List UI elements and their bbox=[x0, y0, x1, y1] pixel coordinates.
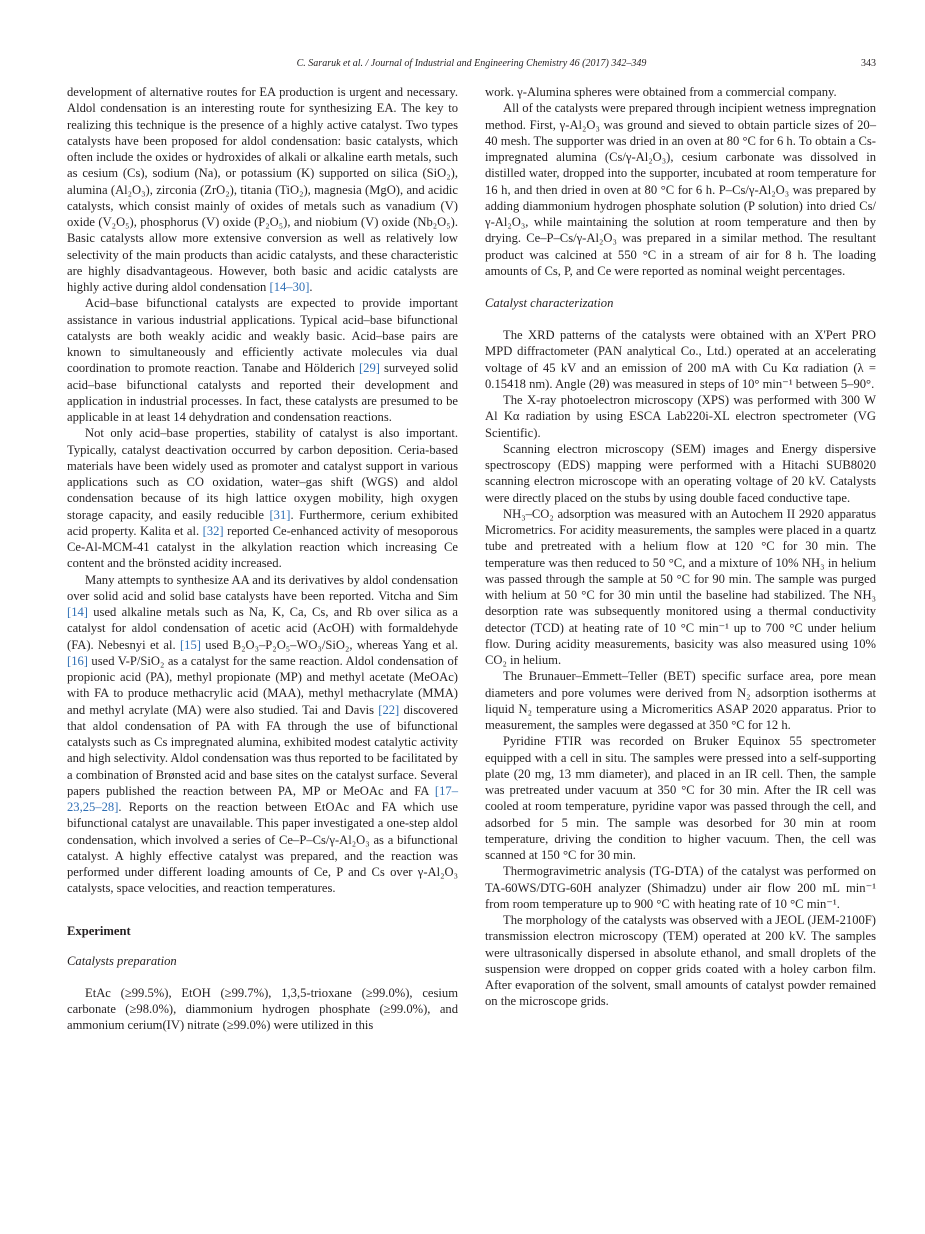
page-number: 343 bbox=[861, 58, 876, 69]
paragraph: The X-ray photoelectron microscopy (XPS) was performed with 300 W Al Kα radiation by using ESCA Lab220i-XL electron spectrometer (VG Scientific). bbox=[485, 393, 876, 440]
paragraph: Thermogravimetric analysis (TG-DTA) of the catalyst was performed on TA-60WS/DTG-60H analyzer (Shimadzu) under air flow 200 mL min⁻¹ from room temperature up to 900 °C with heating rate of 10 °C min⁻¹. bbox=[485, 864, 876, 911]
citation-link[interactable]: [14] bbox=[67, 605, 88, 619]
paragraph: NH₃–CO₂ adsorption was measured with an Autochem II 2920 apparatus Micrometrics. For acidity measurements, the samples were placed in a quartz tube and pretreated with a helium flow at 120 °C for 30 min. The temperature was then reduced to 50 °C, and a mixture of 10% NH₃ in helium was passed through the sample at 50 °C for 90 min. The sample was purged with helium at 50 °C for 30 min until the baseline had stabilized. The NH₃ desorption rate was subsequently monitored using a thermal conductivity detector (TCD) at heating rate of 10 °C min⁻¹ up to 700 °C under helium flow. During acidity measurements, basicity was also measured using 10% CO₂ in helium. bbox=[485, 506, 876, 667]
citation-link[interactable]: [16] bbox=[67, 653, 88, 668]
left-column bbox=[67, 84, 458, 1033]
citation-link[interactable]: [17–23,25–28] bbox=[67, 783, 458, 814]
citation-link[interactable]: [31] bbox=[269, 507, 291, 522]
paragraph: Scanning electron microscopy (SEM) images and Energy dispersive spectroscopy (EDS) mapping were performed with a Hitachi SUB8020 scanning electron microscope with an operating voltage of 20 kV. Catalysts were directly placed on the stubs by using double faced conductive tape. bbox=[485, 441, 876, 505]
paragraph: work. γ-Alumina spheres were obtained from a commercial company. bbox=[485, 85, 837, 99]
subsection-title: Catalyst characterization bbox=[485, 296, 614, 310]
citation-link[interactable]: [14–30] bbox=[269, 280, 310, 294]
paragraph: Many attempts to synthesize AA and its derivatives by aldol condensation over solid acid and solid base catalysts have been reported. Vitcha and Sim [14] used alkaline metals such as Na, K, Ca, Cs, and Rb over silica as a catalyst for aldol condensation of acetic acid (AcOH) with formaldehyde (FA). Nebesnyi et al. [15] used B₂O₃–P₂O₅–WO₃/SiO₂, whereas Yang et al. [16] used V-P/SiO₂ as a catalyst for the same reaction. Aldol condensation of propionic acid (PA), methyl propionate (MP) and methyl acetate (MeOAc) with FA to produce methacrylic acid (MAA), methyl methacrylate (MMA) and methyl acrylate (MA) were also studied. Tai and Davis [22] discovered that aldol condensation of PA with FA through the use of bifunctional catalysts such as Cs impregnated alumina, exhibited modest catalytic activity and high selectivity. Aldol condensation was thus reported to be facilitated by a combination of Brønsted acid and base sites on the catalyst surface. Several papers published the reaction between PA, MP or MeOAc and FA [17–23,25–28]. Reports on the reaction between EtOAc and FA which use bifunctional catalyst are unavailable. This paper investigated a one-step aldol condensation, which involved a series of Ce–P–Cs/γ-Al₂O₃ as a bifunctional catalyst. A highly effective catalyst was prepared, and the reaction was performed under different loading amounts of Ce, P and Cs over γ-Al₂O₃ catalysts, space velocities, and reaction temperatures. bbox=[67, 572, 458, 896]
citation-link[interactable]: [29] bbox=[358, 361, 380, 376]
citation-link[interactable]: [22] bbox=[378, 702, 400, 717]
citation-link[interactable]: [32] bbox=[202, 523, 224, 538]
paragraph: All of the catalysts were prepared through incipient wetness impregnation method. First, γ-Al₂O₃ was ground and sieved to obtain particle sizes of 20–40 mesh. The supporter was dried in an oven at 80 °C for 6 h. To obtain a Cs-impregnated alumina (Cs/γ-Al₂O₃), cesium carbonate was dissolved in distilled water, dropped into the supporter, incubated at room temperature for 16 h, and then dried in oven at 80 °C for 6 h. P–Cs/γ-Al₂O₃ was prepared by adding diammonium hydrogen phosphate solution (P solution) into dried Cs/γ-Al₂O₃, while maintaining the solution at room temperature and then by drying. Ce–P–Cs/γ-Al₂O₃ was prepared in a similar method. The resultant product was calcined at 550 °C in a stream of air for 8 h. The loading amounts of Cs, P, and Ce were reported as nominal weight percentages. bbox=[485, 101, 876, 278]
subsection-title: Catalysts preparation bbox=[67, 953, 177, 968]
paragraph: EtAc (≥99.5%), EtOH (≥99.7%), 1,3,5-trioxane (≥99.0%), cesium carbonate (≥98.0%), diammonium hydrogen phosphate (≥99.0%), and ammonium cerium(IV) nitrate (≥99.0%) were utilized in this bbox=[67, 985, 458, 1032]
paragraph: Pyridine FTIR was recorded on Bruker Equinox 55 spectrometer equipped with a cell in situ. The samples were pressed into a self-supporting plate (20 mg, 13 mm diameter), and placed in an IR cell. Then, the sample was pretreated under vacuum at 350 °C for 30 min. After the IR cell was cooled at room temperature, pyridine vapor was passed through the cell, and adsorbed for 5 min. The sample was desorbed for 30 min at room temperature, driving the condition to higher vacuum. Then, the cell was scanned at 150 °C for 30 min. bbox=[485, 734, 876, 862]
section-title: Experiment bbox=[67, 923, 131, 938]
paragraph: The XRD patterns of the catalysts were obtained with an X'Pert PRO MPD diffractometer (PAN analytical Co., Ltd.) operated at an accelerating voltage of 45 kV and an emission of 200 mA with Cu Kα radiation (λ = 0.15418 nm). Angle (2θ) was measured in steps of 10° min⁻¹ between 5–90°. bbox=[485, 328, 876, 391]
paragraph: Not only acid–base properties, stability of catalyst is also important. Typically, catalyst deactivation occurred by carbon deposition. Ceria-based materials have been widely used as promoter and catalyst support in various applications such as CO oxidation, water–gas shift (WGS) and aldol condensation because of its high lattice oxygen mobility, high oxygen storage capacity, and easily reducible [31]. Furthermore, cerium exhibited acid property. Kalita et al. [32] reported Ce-enhanced activity of mesoporous Ce-Al-MCM-41 catalyst in the alkylation reaction which increasing Ce content and the brönsted acidity increased. bbox=[67, 426, 458, 571]
paragraph: Acid–base bifunctional catalysts are expected to provide important assistance in various industrial applications. Typical acid–base bifunctional catalysts are both weakly acidic and weakly basic. Acid–base pairs are known to simultaneously and efficiently activate molecules via dual coordination to promote reaction. Tanabe and Hölderich [29] surveyed solid acid–base bifunctional catalysts and reported their development and application in industrial processes. In fact, these catalysts are presumed to be applicable in at least 14 dehydration and condensation reactions. bbox=[67, 296, 458, 424]
citation-line: C. Sararuk et al. / Journal of Industrial and Engineering Chemistry 46 (2017) 342–349 bbox=[296, 58, 647, 69]
right-column bbox=[485, 84, 876, 1010]
paragraph: The morphology of the catalysts was observed with a JEOL (JEM-2100F) transmission electron microscopy (TEM) operated at 200 kV. The samples were ultrasonically dispersed in absolute ethanol, and small droplets of the suspension were dropped on copper grids coated with a holey carbon film. After evaporation of the solvent, small amounts of catalyst powder remained on the microscope grids. bbox=[485, 913, 876, 1009]
citation-link[interactable]: [15] bbox=[179, 637, 201, 652]
paragraph: development of alternative routes for EA production is urgent and necessary. Aldol condensation is an interesting route for synthesizing EA. The key to realizing this technique is the presence of a highly active catalyst. Two types catalysts have been proposed for aldol condensation: basic catalysts, which often include the oxides or hydroxides of alkali or alkaline earth metals, such as cesium (Cs), sodium (Na), or potassium (K) supported on silica (SiO₂), alumina (Al₂O₃), zirconia (ZrO₂), titania (TiO₂), magnesia (MgO), and acidic catalysts, which consist mainly of oxides of metals such as vanadium (V) oxide (V₂O₅), phosphorus (V) oxide (P₂O₅), and niobium (V) oxide (Nb₂O₅). Basic catalysts allow more extensive conversion as well as relatively low selectivity of the main products than acidic catalysts, and these characteristic are highly disadvantageous. However, both basic and acidic catalysts are highly active during aldol condensation [14–30]. bbox=[67, 85, 458, 294]
paragraph: The Brunauer–Emmett–Teller (BET) specific surface area, pore mean diameters and pore volumes were derived from N₂ adsorption isotherms at liquid N₂ temperature using a Micromeritics ASAP 2020 apparatus. Prior to measurement, the samples were degassed at 350 °C for 12 h. bbox=[485, 669, 876, 732]
running-header bbox=[67, 56, 876, 72]
